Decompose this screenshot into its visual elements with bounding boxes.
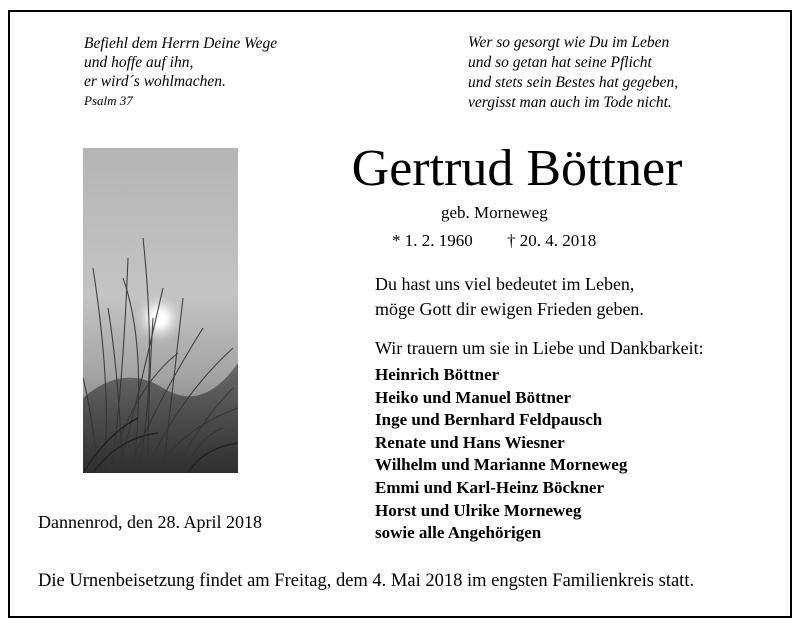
deceased-name: Gertrud Böttner — [351, 140, 683, 197]
mourners-list — [375, 364, 627, 545]
farewell-verse — [375, 272, 644, 322]
mourner-name: sowie alle Angehörigen — [375, 523, 542, 543]
place-and-date: Dannenrod, den 28. April 2018 — [38, 512, 262, 532]
psalm-line: Befiehl dem Herrn Deine Wege — [84, 35, 278, 52]
mourning-line: Wir trauern um sie in Liebe und Dankbarkeit: — [375, 338, 704, 358]
poem-line: vergisst man auch im Tode nicht. — [468, 94, 672, 111]
birth-name: geb. Morneweg — [441, 203, 548, 222]
mourner-name: Heiko und Manuel Böttner — [375, 387, 571, 407]
mourner-name: Horst und Ulrike Morneweg — [375, 500, 582, 520]
memorial-poem — [468, 33, 678, 113]
birth-date: * 1. 2. 1960 — [392, 231, 473, 250]
psalm-reference: Psalm 37 — [84, 93, 133, 108]
life-dates — [392, 230, 596, 252]
psalm-line: und hoffe auf ihn, — [84, 54, 194, 71]
dune-grass-photo — [83, 148, 238, 473]
mourner-name: Emmi und Karl-Heinz Böckner — [375, 477, 605, 497]
verse-line: Du hast uns viel bedeutet im Leben, — [375, 274, 635, 294]
death-date: † 20. 4. 2018 — [507, 231, 597, 250]
mourner-name: Heinrich Böttner — [375, 365, 500, 384]
mourner-name: Renate und Hans Wiesner — [375, 432, 565, 452]
poem-line: Wer so gesorgt wie Du im Leben — [468, 34, 670, 51]
verse-line: möge Gott dir ewigen Frieden geben. — [375, 299, 644, 319]
psalm-line: er wird´s wohlmachen. — [84, 73, 226, 90]
mourner-name: Wilhelm und Marianne Morneweg — [375, 455, 628, 475]
poem-line: und so getan hat seine Pflicht — [468, 54, 652, 71]
mourner-name: Inge und Bernhard Feldpausch — [375, 410, 603, 430]
poem-line: und stets sein Bestes hat gegeben, — [468, 74, 679, 91]
funeral-notice: Die Urnenbeisetzung findet am Freitag, dem 4. Mai 2018 im engsten Familienkreis statt. — [38, 571, 695, 591]
psalm-quote — [84, 34, 277, 110]
